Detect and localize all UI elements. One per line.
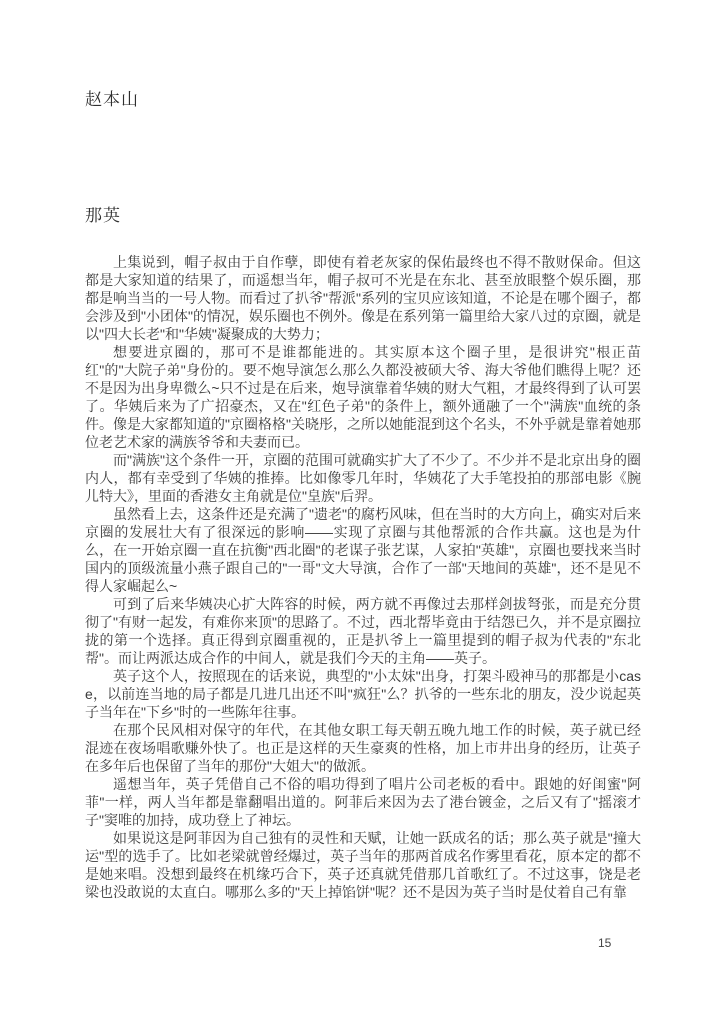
paragraph: 想要进京圈的，那可不是谁都能进的。其实原本这个圈子里，是很讲究"根正苗红"的"大院子弟"身份的。要不炮导演怎么那么久都没被硕大爷、海大爷他们瞧得上呢？还不是因为出身卑微么~只不过是在后来，炮导演靠着华姨的财大气粗，才最终得到了认可罢了。华姨后来为了广招豪杰，又在"红色子弟"的条件上，额外通融了一个"满族"血统的条件。像是大家都知道的"京圈格格"关晓彤，之所以她能混到这个名头，不外乎就是靠着她那位老艺术家的满族爷爷和夫妻而已。: [85, 344, 641, 450]
article-body: [85, 253, 641, 901]
paragraph: 在那个民风相对保守的年代，在其他女职工每天朝五晚九地工作的时候，英子就已经混迹在夜场唱歌赚外快了。也正是这样的天生豪爽的性格，加上市井出身的经历，让英子在多年后也保留了当年的那份"大姐大"的做派。: [85, 722, 641, 774]
paragraph: 英子这个人，按照现在的话来说，典型的"小太妹"出身，打架斗殴神马的那都是小case，以前连当地的局子都是几进几出还不叫"疯狂"么？扒爷的一些东北的朋友，没少说起英子当年在"下乡"时的一些陈年往事。: [85, 668, 641, 720]
paragraph: 可到了后来华姨决心扩大阵容的时候，两方就不再像过去那样剑拔弩张，而是充分贯彻了"有财一起发，有难你来顶"的思路了。不过，西北帮毕竟由于结怨已久，并不是京圈拉拢的第一个选择。真正得到京圈重视的，正是扒爷上一篇里提到的帽子叔为代表的"东北帮"。而让两派达成合作的中间人，就是我们今天的主角——英子。: [85, 596, 641, 666]
paragraph: 上集说到，帽子叔由于自作孽，即使有着老灰家的保佑最终也不得不散财保命。但这都是大家知道的结果了，而遥想当年，帽子叔可不光是在东北、甚至放眼整个娱乐圈，那都是响当当的一号人物。而看过了扒爷"帮派"系列的宝贝应该知道，不论是在哪个圈子，都会涉及到"小团体"的情况，娱乐圈也不例外。像是在系列第一篇里给大家八过的京圈，就是以"四大长老"和"华姨"凝聚成的大势力；: [85, 254, 641, 342]
paragraph: 虽然看上去，这条件还是充满了"遗老"的腐朽风味，但在当时的大方向上，确实对后来京圈的发展壮大有了很深远的影响——实现了京圈与其他帮派的合作共赢。这也是为什么，在一开始京圈一直在抗衡"西北圈"的老谋子张艺谋，人家拍"英雄"，京圈也要找来当时国内的顶级流量小燕子跟自己的"一哥"文大导演，合作了一部"天地间的英雄"，还不是见不得人家崛起么~: [85, 506, 641, 594]
section-heading-zhaobenshan: 赵本山: [85, 90, 139, 109]
paragraph: 而"满族"这个条件一开，京圈的范围可就确实扩大了不少了。不少并不是北京出身的圈内人，都有幸受到了华姨的推捧。比如像零几年时，华姨花了大手笔投拍的那部电影《腕儿特大》，里面的香港女主角就是位"皇族"后羿。: [85, 452, 641, 504]
section-heading-naying: 那英: [85, 206, 121, 225]
page-number: 15: [598, 936, 612, 950]
paragraph: 遥想当年，英子凭借自己不俗的唱功得到了唱片公司老板的看中。跟她的好闺蜜"阿菲"一样，两人当年都是靠翻唱出道的。阿菲后来因为去了港台镀金，之后又有了"摇滚才子"窦唯的加持，成功登上了神坛。: [85, 776, 641, 828]
paragraph: 如果说这是阿菲因为自己独有的灵性和天赋，让她一跃成名的话；那么英子就是"撞大运"型的选手了。比如老梁就曾经爆过，英子当年的那两首成名作雾里看花，原本定的都不是她来唱。没想到最终在机缘巧合下，英子还真就凭借那几首歌红了。不过这事，饶是老梁也没敢说的太直白。哪那么多的"天上掉馅饼"呢？还不是因为英子当时是仗着自己有靠: [85, 830, 641, 900]
